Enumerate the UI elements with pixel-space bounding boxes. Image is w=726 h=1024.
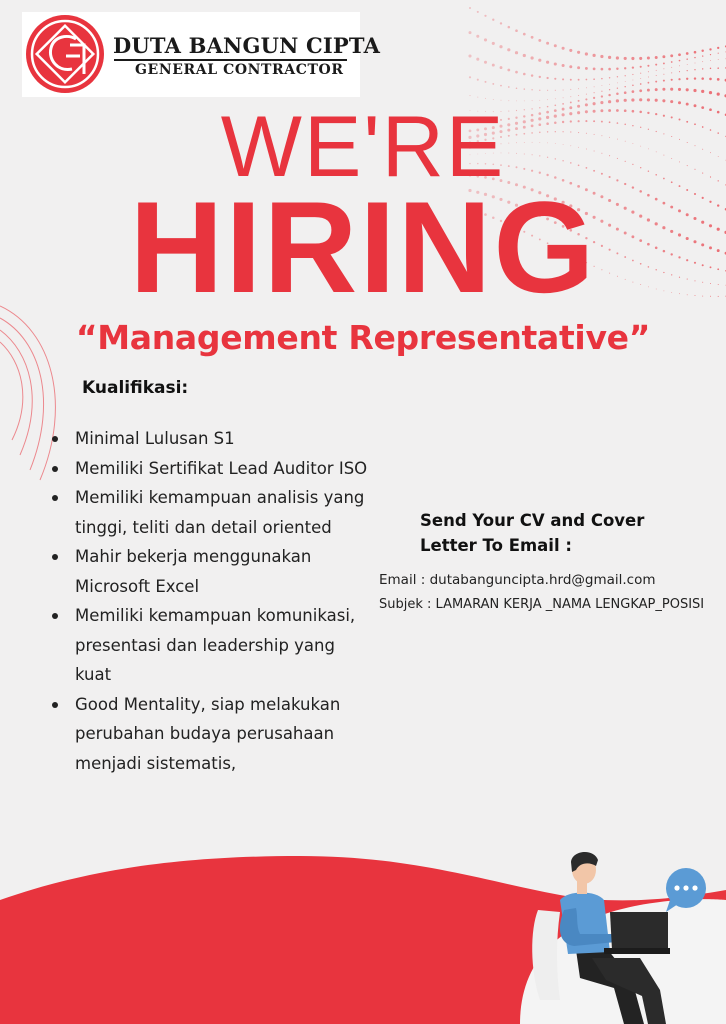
wave-dot [671, 61, 673, 63]
wave-dot [532, 100, 533, 101]
qualification-item [48, 424, 368, 454]
wave-dot [507, 69, 510, 72]
wave-dot [563, 97, 564, 98]
qualification-text: Good Mentality, siap melakukan perubahan budaya perusahaan menjadi sistematis, [75, 694, 341, 773]
wave-dot [632, 80, 633, 81]
wave-dot [694, 77, 696, 79]
qualification-item [48, 601, 368, 690]
wave-dot [593, 68, 596, 71]
wave-dot [616, 56, 619, 59]
wave-dot [717, 78, 720, 81]
wave-dot [524, 101, 525, 102]
wave-dot [656, 75, 657, 76]
wave-dot [671, 79, 673, 81]
wave-dot [608, 94, 610, 96]
wave-dot [640, 73, 641, 74]
wave-dot [500, 66, 503, 69]
wave-dot [663, 68, 664, 69]
wave-dot [686, 88, 689, 91]
wave-dot [640, 78, 641, 79]
wave-dot [516, 87, 518, 89]
wave-dot [693, 89, 696, 92]
wave-dot [492, 83, 494, 85]
wave-dot [624, 91, 627, 94]
wave-dot [484, 15, 486, 17]
send-cv-heading: Send Your CV and Cover Letter To Email : [420, 511, 645, 555]
wave-dot [469, 76, 471, 78]
wave-dot [710, 68, 711, 69]
wave-dot [678, 78, 680, 80]
wave-dot [546, 42, 549, 45]
wave-dot [585, 67, 588, 70]
wave-dot [484, 38, 487, 41]
wave-dot [632, 90, 635, 93]
qualification-item [48, 454, 368, 484]
wave-dot [686, 58, 688, 60]
wave-dot [625, 75, 626, 76]
wave-dot [515, 29, 518, 32]
wave-dot [655, 81, 657, 83]
wave-dot [531, 56, 534, 59]
wave-dot [601, 68, 604, 71]
bullet-dot-icon [52, 436, 58, 442]
qualifications-list [48, 424, 368, 778]
wave-dot [663, 62, 665, 64]
wave-dot [701, 90, 704, 93]
wave-dot [515, 51, 518, 54]
wave-dot [554, 44, 557, 47]
wave-dot [531, 36, 534, 39]
wave-dot [663, 74, 664, 75]
bullet-dot-icon [52, 613, 58, 619]
wave-dot [601, 78, 603, 80]
person-laptop-illustration [520, 840, 726, 1024]
wave-dot [702, 55, 703, 56]
wave-dot [663, 80, 665, 82]
qualification-text: Memiliki Sertifikat Lead Auditor ISO [75, 458, 368, 478]
wave-dot [594, 86, 595, 87]
wave-dot [469, 31, 472, 34]
wave-dot [609, 84, 610, 85]
wave-dot [578, 100, 580, 102]
wave-dot [569, 65, 572, 68]
wave-dot [539, 100, 540, 101]
wave-dot [616, 68, 618, 70]
wave-dot [585, 52, 588, 55]
wave-dot [477, 11, 479, 13]
wave-dot [671, 67, 672, 68]
wave-dot [477, 79, 479, 81]
wave-dot [710, 54, 711, 55]
wave-dot [694, 57, 695, 58]
wave-dot [701, 50, 703, 52]
wave-dot [562, 64, 565, 67]
wave-dot [570, 96, 571, 97]
wave-dot [476, 35, 479, 38]
qualification-text: Memiliki kemampuan komunikasi, presentasi dan leadership yang kuat [75, 606, 356, 684]
wave-dot [563, 89, 564, 90]
wave-dot [655, 99, 658, 102]
wave-dot [679, 65, 680, 66]
wave-dot [632, 85, 634, 87]
company-name: DUTA BANGUN CIPTA [113, 33, 381, 58]
wave-dot [593, 97, 595, 99]
wave-dot [555, 98, 556, 99]
wave-dot [608, 100, 611, 103]
wave-dot [709, 78, 712, 81]
wave-dot [709, 91, 712, 94]
wave-dot [631, 98, 634, 101]
wave-dot [717, 67, 719, 69]
wave-dot [578, 88, 579, 89]
wave-dot [508, 86, 510, 88]
contact-email: Email : dutabanguncipta.hrd@gmail.com [379, 572, 656, 588]
wave-dot [687, 64, 688, 65]
bullet-dot-icon [52, 702, 58, 708]
wave-dot [648, 82, 650, 84]
wave-dot [702, 68, 703, 69]
wave-dot [687, 70, 688, 71]
wave-dot [539, 90, 540, 91]
wave-dot [569, 49, 572, 52]
wave-dot [507, 48, 510, 51]
wave-dot [648, 77, 649, 78]
wave-dot [476, 58, 479, 61]
qualification-text: Memiliki kemampuan analisis yang tinggi, teliti dan detail oriented [75, 488, 365, 537]
wave-dot [662, 99, 665, 102]
wave-dot [500, 85, 502, 87]
logo-divider [114, 59, 347, 61]
wave-dot [484, 61, 487, 64]
wave-dot [662, 88, 665, 91]
wave-dot [662, 55, 665, 58]
wave-dot [600, 55, 603, 58]
wave-dot [717, 47, 719, 49]
logo-emblem-icon [24, 12, 106, 97]
wave-dot [701, 77, 704, 80]
wave-dot [655, 88, 658, 91]
wave-dot [624, 67, 626, 69]
wave-dot [717, 93, 720, 96]
wave-dot [632, 66, 634, 68]
wave-dot [718, 53, 719, 54]
wave-dot [594, 92, 595, 93]
wave-dot [523, 33, 526, 36]
wave-dot [679, 60, 681, 62]
qualification-item [48, 690, 368, 779]
wave-dot [468, 54, 471, 57]
wave-dot [499, 45, 502, 48]
qualification-text: Mahir bekerja menggunakan Microsoft Excel [75, 547, 312, 596]
wave-dot [477, 97, 478, 98]
wave-dot [508, 26, 511, 29]
wave-dot [562, 78, 564, 80]
position-title: “Management Representative” [75, 318, 651, 357]
wave-dot [531, 74, 533, 76]
wave-dot [702, 61, 703, 62]
wave-dot [639, 98, 642, 101]
qualification-item [48, 483, 368, 542]
wave-dot [608, 56, 611, 59]
wave-dot [601, 95, 603, 97]
wave-dot [586, 79, 588, 81]
wave-dot [516, 100, 517, 101]
wave-dot [601, 91, 602, 92]
wave-dot [570, 79, 572, 81]
wave-dot [648, 71, 649, 72]
wave-dot [485, 81, 487, 83]
wave-dot [647, 65, 649, 67]
bullet-dot-icon [52, 466, 58, 472]
wave-dot [647, 89, 650, 92]
wave-dot [562, 47, 565, 50]
wave-dot [500, 22, 502, 24]
wave-dot [539, 76, 541, 78]
wave-dot [670, 54, 673, 57]
wave-dot [608, 68, 611, 71]
wave-dot [640, 83, 642, 85]
wave-dot [710, 60, 711, 61]
wave-dot [670, 88, 673, 91]
qualification-item [48, 542, 368, 601]
wave-dot [523, 54, 526, 57]
wave-dot [469, 7, 471, 9]
wave-dot [718, 59, 719, 60]
headline-were: WE'RE [220, 99, 506, 195]
wave-dot [609, 89, 610, 90]
wave-dot [546, 61, 549, 64]
wave-dot [670, 100, 673, 103]
wave-dot [508, 100, 509, 101]
wave-dot [625, 81, 626, 82]
wave-dot [639, 57, 642, 60]
wave-dot [655, 56, 658, 59]
wave-dot [617, 88, 618, 89]
wave-dot [492, 64, 495, 67]
wave-dot [538, 59, 541, 62]
wave-dot [678, 53, 681, 56]
qualifications-heading: Kualifikasi: [82, 378, 189, 398]
wave-dot [524, 88, 525, 89]
wave-dot [678, 88, 681, 91]
wave-dot [570, 89, 571, 90]
wave-dot [554, 78, 556, 80]
wave-dot [686, 52, 689, 55]
headline-hiring: HIRING [129, 174, 597, 320]
wave-dot [593, 78, 595, 80]
wave-dot [523, 73, 526, 76]
wave-dot [695, 63, 696, 64]
wave-dot [679, 71, 680, 72]
wave-dot [655, 64, 657, 66]
wave-dot [671, 72, 672, 73]
wave-dot [624, 86, 625, 87]
company-tagline: GENERAL CONTRACTOR [135, 62, 344, 78]
wave-dot [578, 79, 580, 81]
wave-dot [709, 48, 711, 50]
bullet-dot-icon [52, 495, 58, 501]
chat-bubble-icon [666, 868, 706, 912]
wave-dot [492, 19, 494, 21]
wave-dot [586, 87, 587, 88]
wave-dot [631, 57, 634, 60]
wave-dot [656, 70, 657, 71]
wave-dot [585, 98, 587, 100]
wave-dot [624, 99, 627, 102]
wave-dot [547, 99, 548, 100]
wave-dot [624, 57, 627, 60]
wave-dot [515, 71, 518, 74]
wave-dot [586, 94, 587, 95]
wave-dot [593, 54, 596, 57]
wave-dot [538, 39, 541, 42]
wave-dot [577, 51, 580, 54]
wave-dot [640, 66, 642, 68]
wave-dot [609, 77, 610, 78]
wave-dot [531, 89, 532, 90]
wave-dot [647, 98, 650, 101]
wave-dot [617, 76, 618, 77]
wave-dot [616, 99, 619, 102]
company-logo [22, 12, 381, 97]
wave-dot [547, 90, 548, 91]
wave-dot [554, 62, 557, 65]
wave-dot [686, 78, 688, 80]
wave-dot [601, 85, 602, 86]
wave-dot [632, 74, 633, 75]
wave-dot [469, 95, 470, 96]
wave-dot [694, 69, 695, 70]
wave-dot [555, 90, 556, 91]
wave-dot [694, 51, 697, 54]
wave-dot [617, 83, 618, 84]
wave-dot [492, 42, 495, 45]
wave-dot [639, 89, 642, 92]
wave-dot [546, 77, 548, 79]
bullet-dot-icon [52, 554, 58, 560]
wave-dot [616, 93, 619, 96]
email-subject-format: Subjek : LAMARAN KERJA _NAMA LENGKAP_POSISI [379, 597, 705, 612]
qualification-text: Minimal Lulusan S1 [75, 429, 235, 448]
wave-dot [578, 95, 579, 96]
wave-dot [577, 66, 580, 69]
wave-dot [647, 56, 650, 59]
